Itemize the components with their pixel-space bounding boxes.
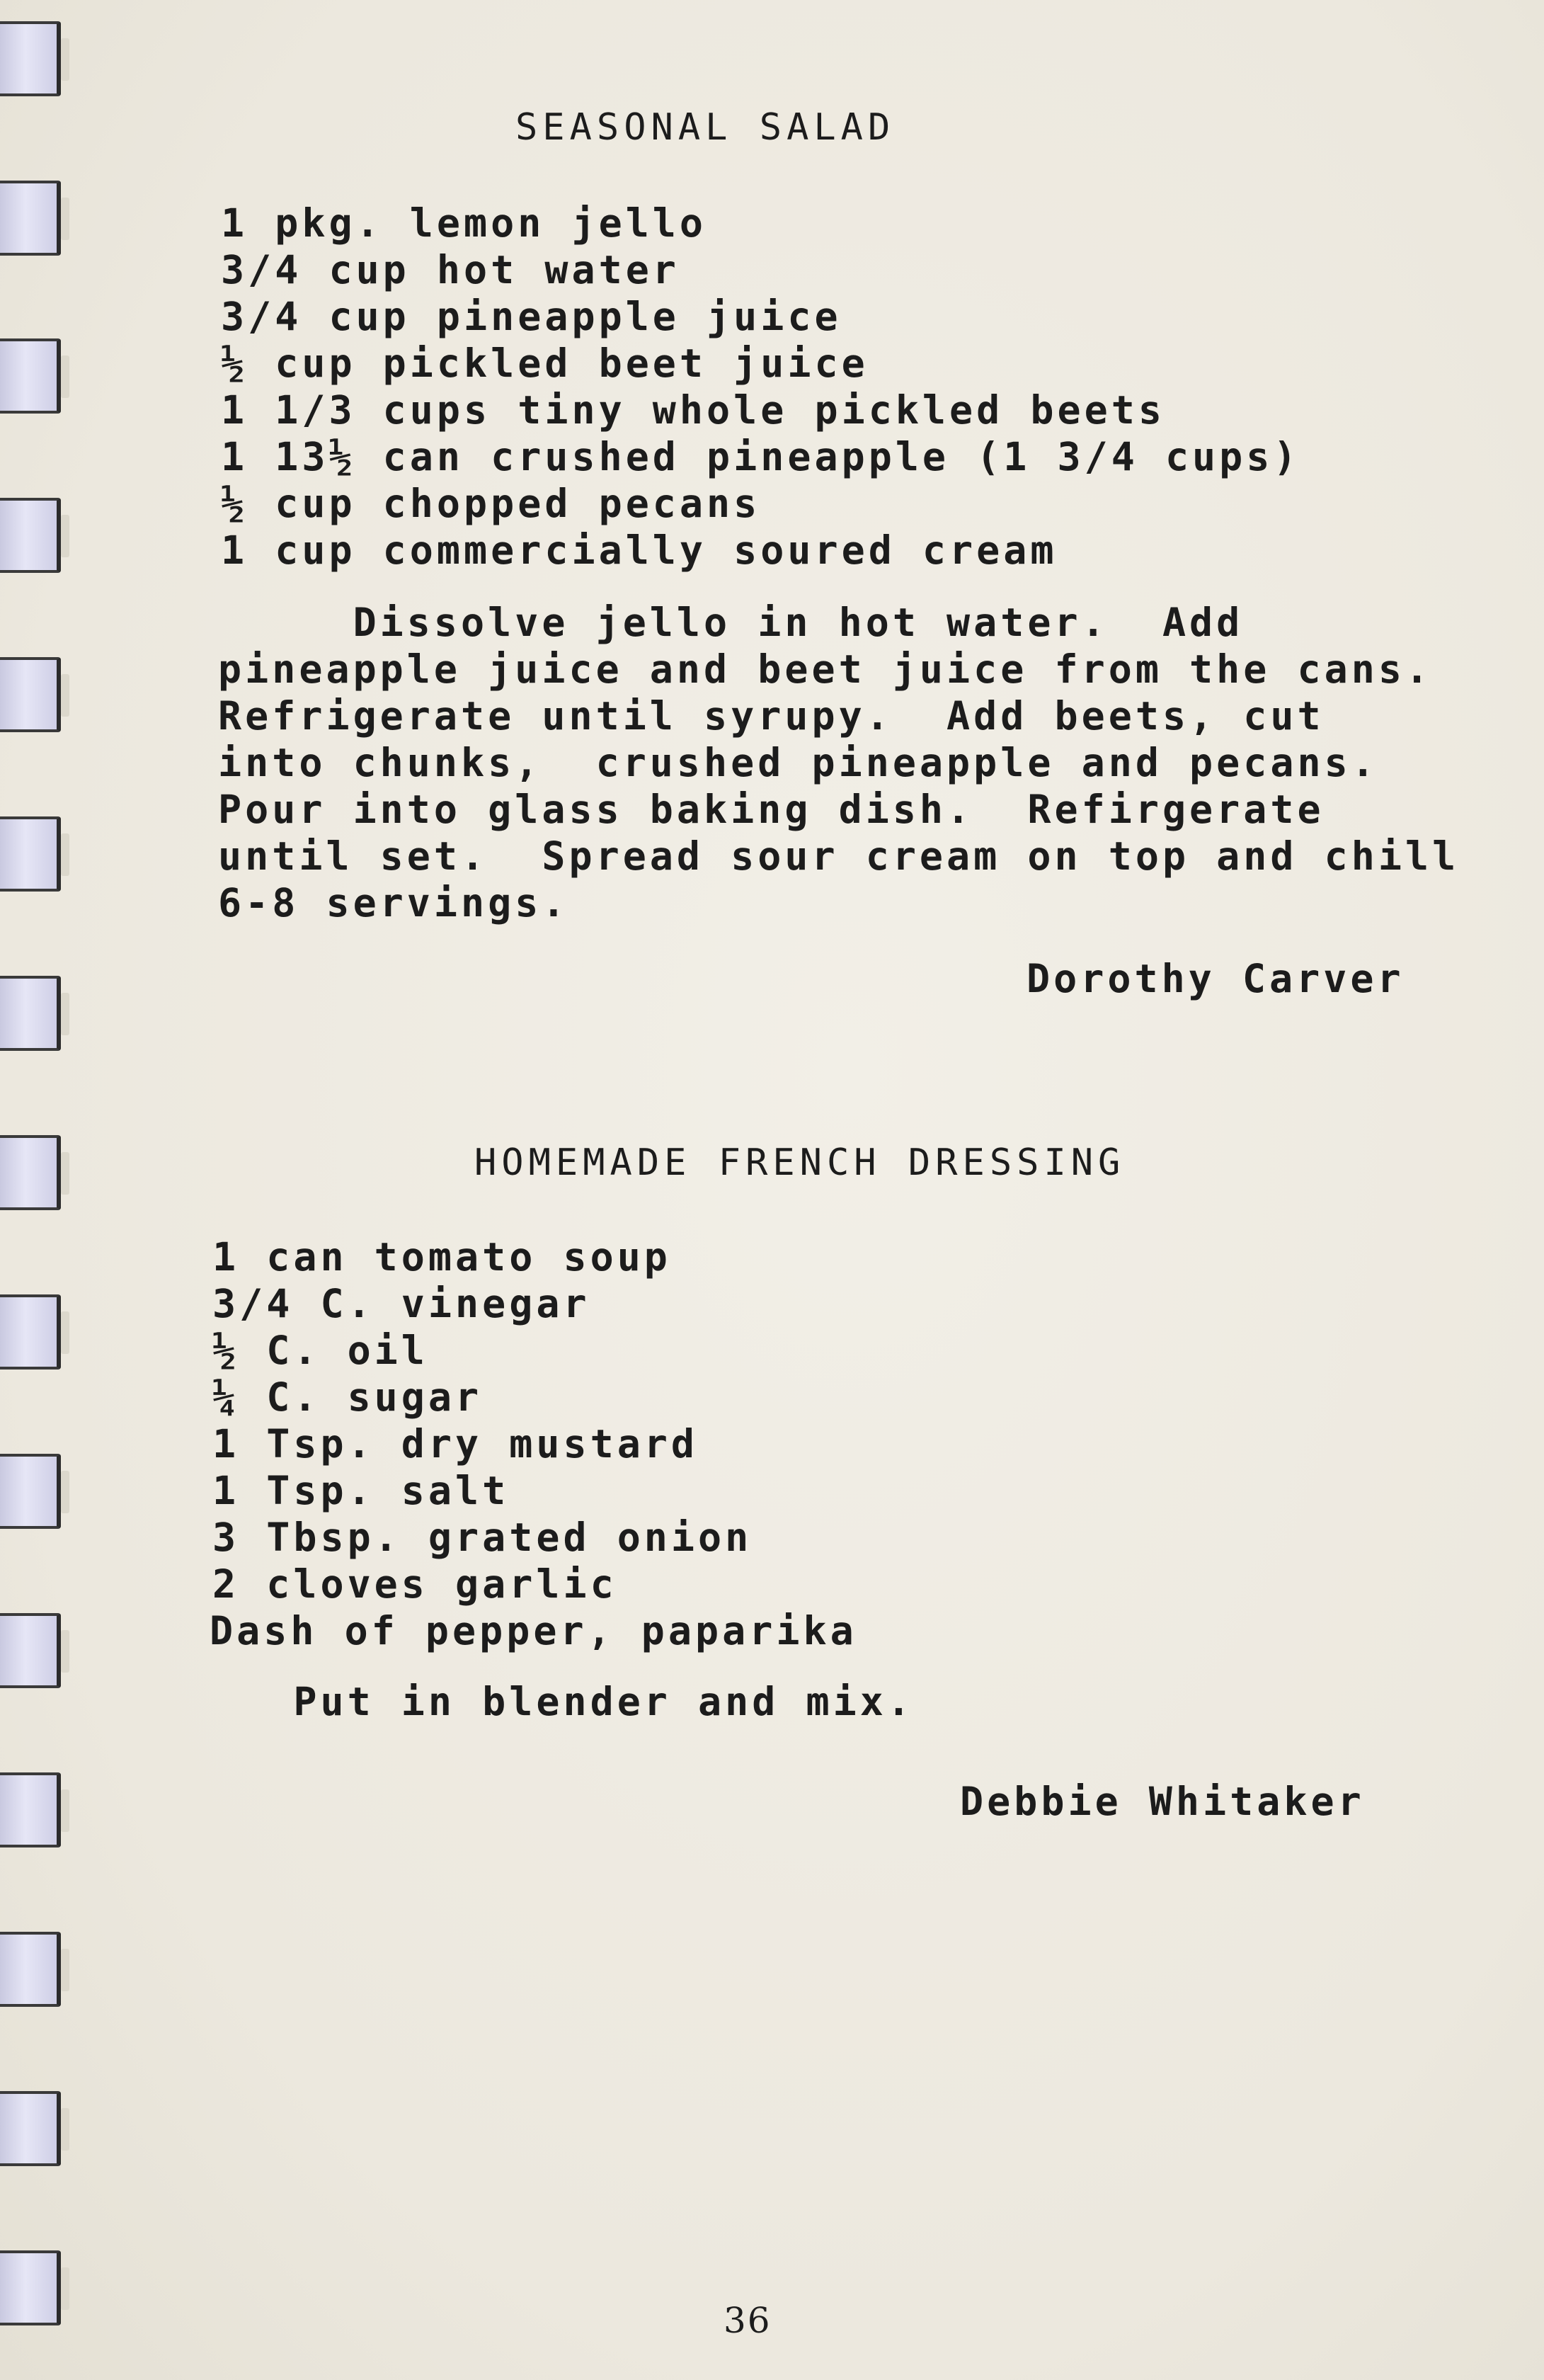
ingredient-line: 3 Tbsp. grated onion xyxy=(212,1515,753,1560)
ingredient-line: 1 cup commercially soured cream xyxy=(221,528,1058,573)
direction-line: 6-8 servings. xyxy=(218,880,569,926)
ingredient-line: ½ cup chopped pecans xyxy=(221,481,761,526)
ingredient-line: 2 cloves garlic xyxy=(212,1561,617,1607)
ingredient-line: 1 pkg. lemon jello xyxy=(221,200,707,246)
binding-ring xyxy=(0,2250,61,2325)
ingredient-line: ¼ C. sugar xyxy=(212,1374,483,1420)
binding-ring xyxy=(0,498,61,573)
ingredient-line: 1 can tomato soup xyxy=(212,1234,671,1280)
ingredient-line: 3/4 C. vinegar xyxy=(212,1281,590,1326)
ingredient-line: 1 Tsp. salt xyxy=(212,1468,510,1513)
binding-ring xyxy=(0,976,61,1051)
ingredient-line: 1 13½ can crushed pineapple (1 3/4 cups) xyxy=(221,434,1300,479)
binding-ring xyxy=(0,1454,61,1529)
ingredient-line: 1 Tsp. dry mustard xyxy=(212,1421,699,1467)
recipe-author: Debbie Whitaker xyxy=(960,1779,1365,1824)
page-number: 36 xyxy=(724,2300,772,2341)
binding-ring xyxy=(0,657,61,732)
binding-ring xyxy=(0,816,61,892)
binding-ring xyxy=(0,1613,61,1688)
recipe-title: SEASONAL SALAD xyxy=(515,106,896,149)
ingredient-line: Dash of pepper, paparika xyxy=(210,1608,857,1653)
binding-ring xyxy=(0,181,61,256)
binding-ring xyxy=(0,1772,61,1847)
binding-ring xyxy=(0,338,61,414)
binding-ring xyxy=(0,1294,61,1370)
ingredient-line: 3/4 cup hot water xyxy=(221,247,680,292)
direction-line: into chunks, crushed pineapple and pecans. xyxy=(218,740,1378,785)
direction-line: Put in blender and mix. xyxy=(212,1679,914,1724)
recipe-author: Dorothy Carver xyxy=(1027,956,1405,1001)
ingredient-line: ½ C. oil xyxy=(212,1328,428,1373)
binding-ring xyxy=(0,2091,61,2166)
direction-line: pineapple juice and beet juice from the cans. xyxy=(218,647,1433,692)
binding-ring xyxy=(0,1932,61,2007)
binding-ring xyxy=(0,21,61,96)
binding-ring xyxy=(0,1135,61,1210)
ingredient-line: 1 1/3 cups tiny whole pickled beets xyxy=(221,387,1165,433)
direction-line: Pour into glass baking dish. Refirgerate xyxy=(218,787,1325,832)
ingredient-line: 3/4 cup pineapple juice xyxy=(221,294,842,339)
recipe-title: HOMEMADE FRENCH DRESSING xyxy=(474,1141,1126,1184)
spiral-binding xyxy=(0,0,78,2380)
ingredient-line: ½ cup pickled beet juice xyxy=(221,341,869,386)
direction-line: Refrigerate until syrupy. Add beets, cut xyxy=(218,693,1325,739)
direction-line: until set. Spread sour cream on top and chill xyxy=(218,833,1460,879)
direction-line: Dissolve jello in hot water. Add xyxy=(218,600,1244,645)
